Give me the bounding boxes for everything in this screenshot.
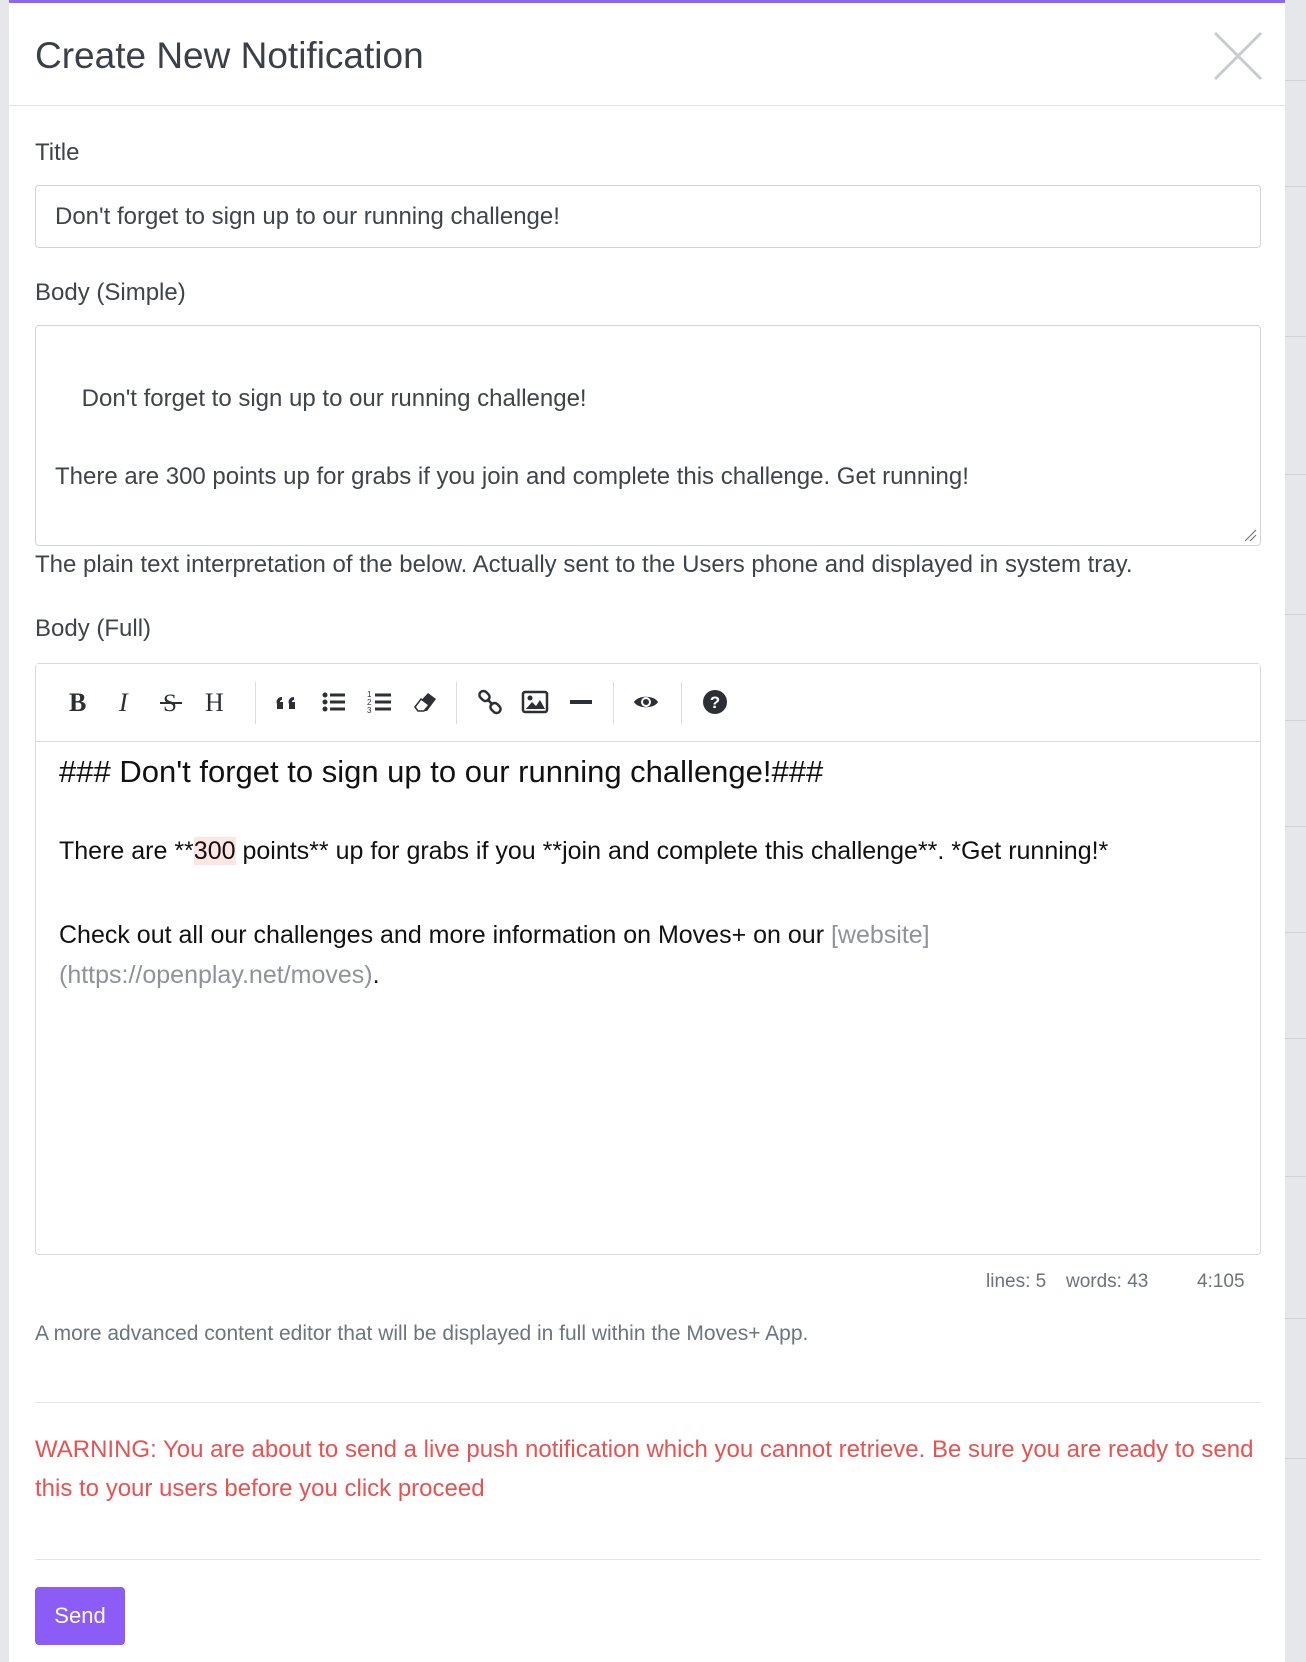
svg-text:H: H	[205, 688, 224, 716]
resize-grip-icon[interactable]	[1243, 528, 1257, 542]
svg-text:S: S	[163, 690, 177, 716]
divider	[35, 1559, 1261, 1560]
editor-line-points: There are **300 points** up for grabs if you **join and complete this challenge**. *Get running!*	[59, 837, 1109, 865]
quote-icon	[274, 688, 302, 716]
body-full-help: A more advanced content editor that will be displayed in full within the Moves+ App.	[35, 1322, 809, 1345]
italic-icon	[111, 688, 139, 716]
editor-toolbar	[36, 664, 1260, 742]
bold-icon	[64, 688, 92, 716]
horizontal-rule-button[interactable]	[561, 682, 601, 722]
close-button[interactable]	[1211, 29, 1265, 83]
link-button[interactable]	[470, 682, 510, 722]
toolbar-separator	[613, 682, 614, 724]
title-label: Title	[35, 139, 80, 166]
guide-icon	[701, 688, 729, 716]
divider	[35, 1402, 1261, 1403]
svg-text:I: I	[119, 688, 128, 716]
status-lines: lines: 5	[986, 1271, 1047, 1292]
image-button[interactable]	[515, 682, 555, 722]
strikethrough-button[interactable]	[151, 682, 191, 722]
body-simple-help: The plain text interpretation of the below. Actually sent to the Users phone and displayed in system tray.	[35, 551, 1133, 578]
clean-block-button[interactable]	[406, 682, 446, 722]
italic-button[interactable]	[105, 682, 145, 722]
preview-button[interactable]	[626, 682, 666, 722]
modal-title: Create New Notification	[35, 35, 424, 76]
close-icon	[1211, 29, 1265, 83]
editor-heading-line: ### Don't forget to sign up to our running challenge!###	[59, 754, 824, 789]
svg-text:1: 1	[367, 690, 372, 699]
body-simple-text: Don't forget to sign up to our running challenge! There are 300 points up for grabs if you join and complete this challenge. Get running!	[55, 385, 969, 490]
highlighted-match: 300	[193, 837, 236, 865]
toolbar-separator	[255, 682, 256, 724]
quote-button[interactable]	[268, 682, 308, 722]
warning-text: WARNING: You are about to send a live push notification which you cannot retrieve. Be sure you are ready to send this to your users before you click proceed	[35, 1436, 1254, 1502]
image-icon	[521, 688, 549, 716]
editor-link-text: [website](https://openplay.net/moves)	[59, 921, 930, 989]
send-button[interactable]: Send	[35, 1587, 125, 1645]
status-words: words: 43	[1066, 1271, 1149, 1292]
status-cursor: 4:105	[1197, 1271, 1245, 1292]
link-icon	[476, 688, 504, 716]
preview-icon	[632, 688, 660, 716]
toolbar-separator	[681, 682, 682, 724]
body-simple-textarea[interactable]	[35, 325, 1261, 546]
body-full-label: Body (Full)	[35, 615, 152, 642]
heading-button[interactable]	[197, 682, 237, 722]
svg-text:2: 2	[367, 698, 372, 707]
svg-text:3: 3	[367, 706, 372, 715]
unordered-list-icon	[320, 688, 348, 716]
svg-text:?: ?	[709, 693, 721, 712]
markdown-editor[interactable]	[35, 663, 1261, 1255]
horizontal-rule-icon	[567, 688, 595, 716]
svg-text:B: B	[69, 688, 87, 716]
clean-block-icon	[412, 688, 440, 716]
bold-button[interactable]	[58, 682, 98, 722]
notification-modal	[9, 0, 1285, 1662]
heading-icon	[203, 688, 231, 716]
modal-header	[9, 3, 1285, 106]
toolbar-separator	[456, 682, 457, 724]
ordered-list-icon	[366, 688, 394, 716]
unordered-list-button[interactable]	[314, 682, 354, 722]
body-simple-label: Body (Simple)	[35, 279, 186, 306]
title-input[interactable]	[35, 185, 1261, 248]
editor-line-website: Check out all our challenges and more information on Moves+ on our [website](https://openplay.net/moves).	[59, 921, 930, 989]
strikethrough-icon	[157, 688, 185, 716]
guide-button[interactable]	[695, 682, 735, 722]
ordered-list-button[interactable]	[360, 682, 400, 722]
